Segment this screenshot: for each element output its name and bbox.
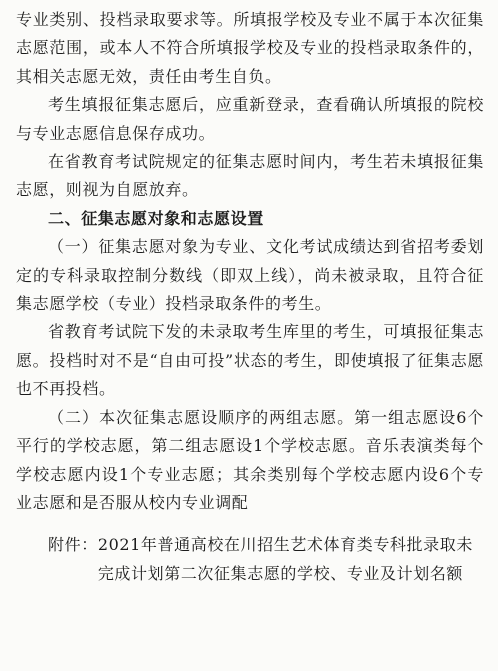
paragraph-volunteer-groups: （二）本次征集志愿设顺序的两组志愿。第一组志愿设6个平行的学校志愿，第二组志愿设1个学校志愿。音乐表演类每个学校志愿内设1个专业志愿；其余类别每个学校志愿内设6个专业志愿和是否服从校内专业调配 — [16, 407, 484, 512]
paragraph-confirm-save: 考生填报征集志愿后，应重新登录，查看确认所填报的院校与专业志愿信息保存成功。 — [16, 95, 484, 143]
spacer — [16, 517, 484, 531]
attachment-label: 附件： — [48, 535, 98, 555]
section-heading: 二、征集志愿对象和志愿设置 — [48, 208, 264, 228]
attachment-title: 2021年普通高校在川招生艺术体育类专科批录取未完成计划第二次征集志愿的学校、专业及计划名额 — [97, 535, 473, 583]
paragraph-deadline-waiver: 在省教育考试院规定的征集志愿时间内，考生若未填报征集志愿，则视为自愿放弃。 — [16, 152, 484, 200]
attachment-note — [16, 531, 484, 588]
paragraph-enrollment-requirements: 专业类别、投档录取要求等。所填报学校及专业不属于本次征集志愿范围，或本人不符合所填报学校及专业的投档录取条件的，其相关志愿无效，责任由考生自负。 — [16, 10, 484, 86]
paragraph-eligible-candidates: （一）征集志愿对象为专业、文化考试成绩达到省招考委划定的专科录取控制分数线（即双上线），尚未被录取，且符合征集志愿学校（专业）投档录取条件的考生。 — [16, 237, 484, 314]
paragraph-unadmitted-pool: 省教育考试院下发的未录取考生库里的考生，可填报征集志愿。投档时对不是“自由可投”状态的考生，即使填报了征集志愿也不再投档。 — [16, 322, 484, 399]
